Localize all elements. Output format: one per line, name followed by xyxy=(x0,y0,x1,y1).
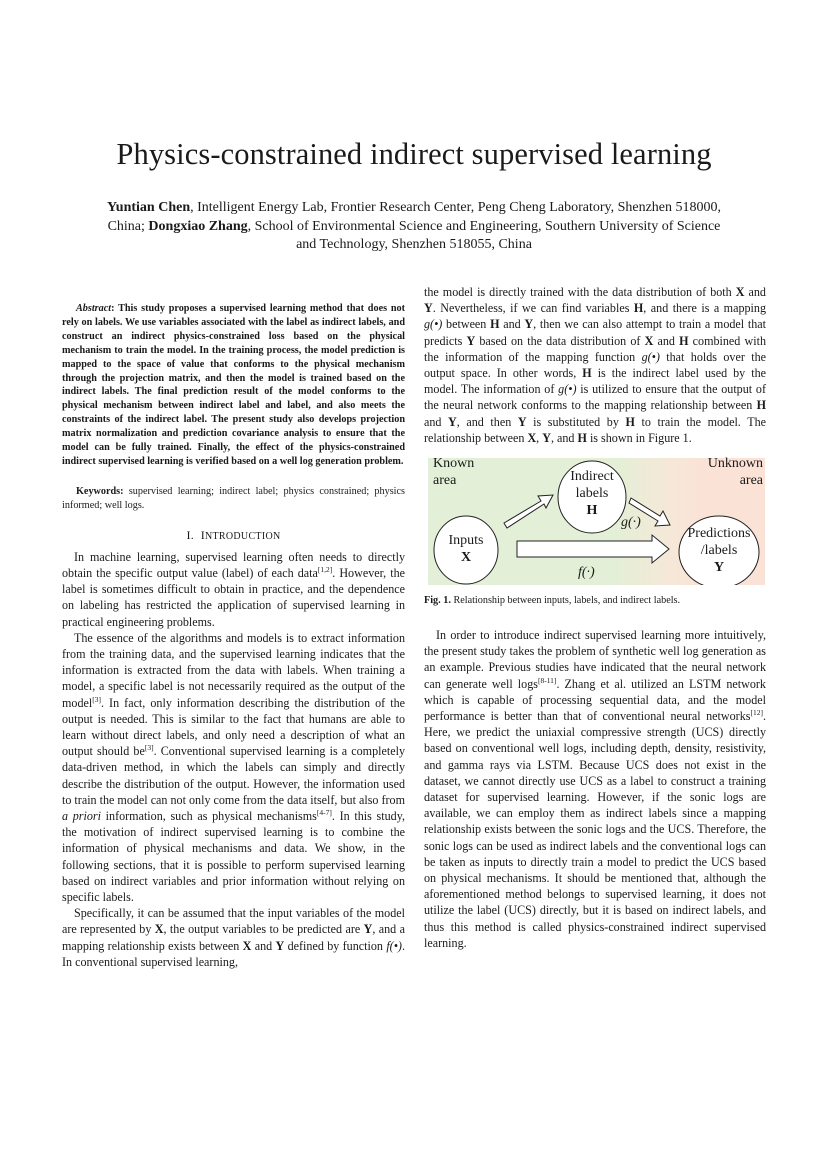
text-span: . Zhang et al. utilized an LSTM network which is capable of processing sequential data, and the model performance is better than that of conventional neural networks xyxy=(424,676,766,724)
text-span: , and xyxy=(550,430,578,445)
symbol-H: H xyxy=(586,503,598,519)
text-span: /labels xyxy=(700,543,738,559)
section-heading-introduction xyxy=(62,527,405,545)
right-paragraph-1 xyxy=(424,284,766,446)
section-first-letter: I xyxy=(200,527,205,542)
function-g: g(•) xyxy=(424,317,443,332)
text-span: the model is directly trained with the data distribution of both xyxy=(424,285,736,299)
text-span: defined by function xyxy=(284,938,387,953)
text-span: . However, the label is sometimes difficult to obtain in practice, and the dependence on labeling has restricted the application of supervised learning in practical engineering problems. xyxy=(62,565,405,629)
keywords xyxy=(62,485,405,513)
abstract-label: Abstract xyxy=(76,303,112,314)
text-span: . In conventional supervised learning, xyxy=(62,938,405,969)
text-span: In machine learning, supervised learning often needs to directly obtain the specific output value (label) of each data xyxy=(62,549,405,580)
section-number: I. xyxy=(186,527,195,542)
text-span: based on the data distribution of xyxy=(475,333,645,348)
text-span: area xyxy=(433,473,457,489)
text-span: , and there is a mapping xyxy=(643,301,767,316)
unknown-area-label xyxy=(708,455,763,489)
text-span: . In this study, the motivation of indirect supervised learning is to combine the information of physical mechanisms and data. We show, in the following sections, that it is possible to perform supervised learning based on indirect variables and prior information without relying on specific labels. xyxy=(62,808,405,904)
function-f: f(•) xyxy=(386,938,402,953)
text-span: and xyxy=(744,285,766,299)
text-span: that holds over the output space. In other words, xyxy=(424,349,766,381)
text-span: Inputs xyxy=(448,533,484,549)
text-span: Predictions xyxy=(687,526,751,542)
text-span: area xyxy=(739,473,763,489)
symbol-Y: Y xyxy=(517,414,527,429)
abstract-text: : This study proposes a supervised learning method that does not rely on labels. We use variables associated with the label as indirect labels, and construct an indirect physics-constrained loss based on the physical mechanism to train the model. In the training process, the model prediction is mapped to the space of value that conforms to the physical mechanism through the projection matrix, and then the model is trained based on the indirect labels. The final prediction result of the model conforms to the physical mechanism between indirect label and label, and also meets the constraints of the indirect label. The present study also develops projection matrix normalization and prediction covariance analysis to ensure that the model can be fully trained. Finally, the effect of the physics-constrained indirect supervised learning is verified based on a well log generation problem. xyxy=(62,303,405,467)
symbol-Y: Y xyxy=(448,414,457,429)
symbol-Y: Y xyxy=(524,317,534,332)
text-span: is utilized to ensure that the output of the neural network conforms to the mapping relationship between xyxy=(424,382,766,413)
text-span: Known xyxy=(433,456,475,472)
text-span: between xyxy=(442,317,491,332)
text-span: The essence of the algorithms and models is to extract information from the training data, and the supervised learning indicates that the information is extracted from the data with labels. When training a model, a specific label is not necessarily required as the output of the model xyxy=(62,630,405,710)
symbol-H: H xyxy=(756,398,766,413)
text-span: . Conventional supervised learning is a completely data-driven method, in which the labels can simply and directly describe the distribution of the output. However, the information used to train the model can not only come from the data itself, but also from xyxy=(62,744,406,807)
symbol-H: H xyxy=(582,366,592,381)
keywords-text: supervised learning; indirect label; physics constrained; physics informed; well logs. xyxy=(62,485,405,511)
text-span: information, such as physical mechanisms xyxy=(100,808,317,823)
right-paragraph-2 xyxy=(424,627,766,951)
citation: [12] xyxy=(750,708,763,718)
citation: [8-11] xyxy=(537,675,557,685)
figure-1-diagram xyxy=(428,458,765,585)
symbol-Y: Y xyxy=(466,333,476,348)
symbol-H: H xyxy=(679,333,689,348)
text-span: Unknown xyxy=(707,456,763,472)
function-g: g(•) xyxy=(641,349,660,364)
symbol-H: H xyxy=(625,414,635,429)
symbol-X: X xyxy=(154,922,164,937)
symbol-Y: Y xyxy=(713,560,725,576)
figure-caption xyxy=(424,594,766,607)
text-span: In order to introduce indirect supervised learning more intuitively, the present study takes the problem of synthetic well log generation as an example. Previous studies have indicated that the neural network can generate well logs xyxy=(424,628,766,691)
symbol-H: H xyxy=(633,301,644,316)
f-function-label: f(·) xyxy=(578,565,595,581)
text-span: to train the model. The relationship between xyxy=(424,414,766,445)
intro-paragraph-1 xyxy=(62,549,405,630)
author-2-name: Dongxiao Zhang xyxy=(148,218,248,234)
symbol-Y: Y xyxy=(424,301,433,316)
known-area-label xyxy=(433,455,474,489)
text-span: , xyxy=(536,430,543,445)
text-span: is the indirect label used by the model. The information of xyxy=(424,366,766,397)
text-span: . Here, we predict the uniaxial compressive strength (UCS) directly based on conventional well logs, including depth, density, resistivity, and gamma rays via LSTM. Because UCS does not exist in the dataset, we cannot directly use UCS as a label to construct a training dataset for supervised learning. However, if the sonic logs are available, we can employ them as indirect labels since a mapping relationship exists between the sonic logs and the UCS. Therefore, the sonic logs can be used as indirect labels and the conventional logs can be taken as inputs to directly train a model to predict the UCS based on physical mechanisms. It should be mentioned that, although the aforementioned method belongs to supervised learning, it does not utilize the label (UCS) directly, but it is based on indirect labels, and thus this method is called physics-constrained indirect supervised learning. xyxy=(424,709,766,950)
symbol-X: X xyxy=(735,285,745,299)
text-span: , then we can also attempt to train a model that predicts xyxy=(424,317,766,348)
symbol-Y: Y xyxy=(275,938,285,953)
indirect-labels-text xyxy=(558,468,626,519)
text-span: is shown in Figure 1. xyxy=(586,430,692,445)
function-g: g(•) xyxy=(558,382,577,397)
caption-label: Fig. 1. xyxy=(424,595,451,607)
inputs-text xyxy=(434,532,498,566)
author-2-affiliation: , School of Environmental Science and Engineering, Southern University of Science and Technology, Shenzhen 518055, China xyxy=(247,218,721,252)
symbol-X: X xyxy=(460,550,472,566)
symbol-H: H xyxy=(490,317,500,332)
text-span: . Nevertheless, if we can find variables xyxy=(432,301,634,316)
symbol-X: X xyxy=(644,333,654,348)
symbol-H: H xyxy=(577,430,587,445)
section-title-rest: NTRODUCTION xyxy=(204,530,281,542)
author-1-affiliation: , Intelligent Energy Lab, Frontier Research Center, Peng Cheng Laboratory, Shenzhen 518000, China; xyxy=(107,200,722,234)
caption-text: Relationship between inputs, labels, and indirect labels. xyxy=(450,595,681,607)
citation: [1,2] xyxy=(317,564,333,574)
g-function-label: g(·) xyxy=(621,515,641,531)
predictions-text xyxy=(679,525,759,576)
citation: [3] xyxy=(144,743,154,753)
author-block xyxy=(100,199,728,255)
symbol-X: X xyxy=(242,938,252,953)
text-span: combined with the information of the mapping function xyxy=(424,333,766,364)
text-span: , and a mapping relationship exists between xyxy=(62,922,405,953)
text-span: Indirect xyxy=(570,469,614,485)
text-span: labels xyxy=(575,486,609,502)
paper-title: Physics-constrained indirect supervised learning xyxy=(116,137,712,171)
symbol-X: X xyxy=(527,430,537,445)
text-span: and xyxy=(499,317,525,332)
text-span: Specifically, it can be assumed that the input variables of the model are represented by xyxy=(62,906,405,937)
author-1-name: Yuntian Chen xyxy=(106,200,191,215)
text-span: and xyxy=(424,414,449,429)
text-span: and xyxy=(251,938,276,953)
intro-paragraph-3 xyxy=(62,905,405,970)
citation: [3] xyxy=(92,694,101,704)
citation: [4-7] xyxy=(316,807,332,817)
intro-paragraph-2 xyxy=(62,630,405,905)
text-span: , the output variables to be predicted are xyxy=(163,922,364,937)
symbol-Y: Y xyxy=(363,922,373,937)
abstract xyxy=(62,302,405,469)
right-column xyxy=(424,284,766,951)
text-span: and xyxy=(653,333,680,348)
left-column xyxy=(62,302,405,970)
text-span: is substituted by xyxy=(526,414,626,429)
text-span: . In fact, only information describing the distribution of the output is needed. This is similar to the fact that humans are able to learn without direct labels, and only need a description of what an output should be xyxy=(62,695,405,759)
keywords-label: Keywords: xyxy=(76,485,124,497)
text-span: , and then xyxy=(456,414,518,429)
italic-text: a priori xyxy=(62,808,101,823)
symbol-Y: Y xyxy=(542,430,551,445)
